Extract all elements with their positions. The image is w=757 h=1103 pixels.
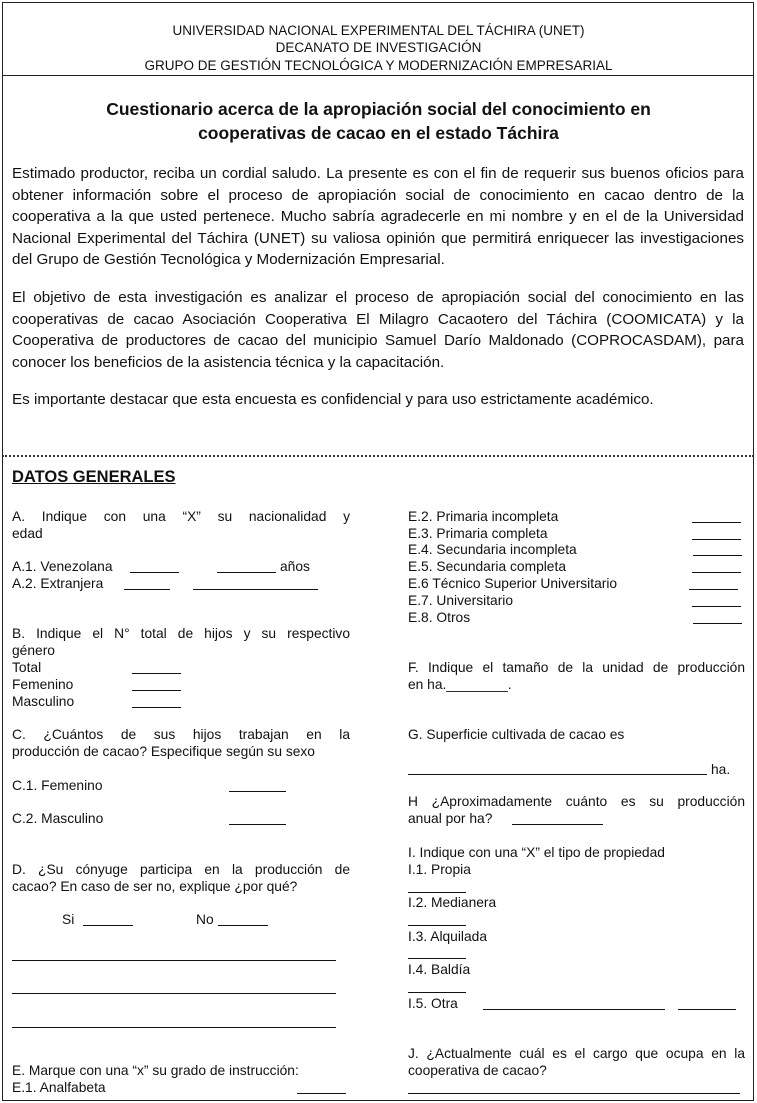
question-b-line1: B. Indique el N° total de hijos y su respectivo	[12, 626, 350, 641]
b-female-blank[interactable]	[132, 690, 181, 691]
e8-blank[interactable]	[693, 623, 742, 624]
i4-label: I.4. Baldía	[408, 962, 471, 977]
a1-nationality-blank[interactable]	[130, 572, 179, 573]
e7-label: E.7. Universitario	[408, 593, 514, 608]
question-j-line2: cooperativa de cacao?	[408, 1063, 547, 1078]
h-production-blank[interactable]	[512, 824, 603, 825]
e5-blank[interactable]	[692, 572, 741, 573]
e4-blank[interactable]	[693, 555, 742, 556]
j-position-blank[interactable]	[408, 1093, 740, 1094]
section-title: DATOS GENERALES	[12, 468, 176, 486]
e2-label: E.2. Primaria incompleta	[408, 509, 559, 524]
d-explanation-line-2[interactable]	[12, 993, 336, 994]
e1-blank[interactable]	[297, 1093, 346, 1094]
e2-blank[interactable]	[692, 522, 741, 523]
c2-label: C.2. Masculino	[12, 811, 104, 826]
doc-title-line1: Cuestionario acerca de la apropiación social del conocimiento en	[106, 99, 651, 119]
d-explanation-line-1[interactable]	[12, 960, 336, 961]
d-no-blank[interactable]	[218, 925, 268, 926]
c2-blank[interactable]	[229, 824, 286, 825]
c1-blank[interactable]	[229, 791, 286, 792]
header-decanato: DECANATO DE INVESTIGACIÓN	[275, 40, 482, 55]
question-i: I. Indique con una “X” el tipo de propiedad	[408, 845, 665, 860]
intro-paragraph-1: Estimado productor, reciba un cordial saludo. La presente es con el fin de requerir sus buenos oficios para obtener información sobre el proceso de apropiación social de conocimiento en cacao dentro de la cooperativa a la que usted pertenece. Mucho sabría agradecerle en mi nombre y en el de la Universidad Nacional Experimental del Táchira (UNET) su valiosa opinión que permitirá enriquecer las investigaciones del Grupo de Gestión Tecnológica y Modernización Empresarial.	[12, 165, 744, 268]
question-j-line1: J. ¿Actualmente cuál es el cargo que ocupa en la	[408, 1046, 745, 1061]
question-c-line1: C. ¿Cuántos de sus hijos trabajan en la	[12, 727, 350, 742]
g-area-blank[interactable]	[408, 774, 707, 775]
header-group: GRUPO DE GESTIÓN TECNOLÓGICA Y MODERNIZACIÓN EMPRESARIAL	[144, 58, 613, 73]
option-a2: A.2. Extranjera	[12, 576, 104, 591]
b-total-label: Total	[12, 660, 42, 675]
question-d-line2: cacao? En caso de ser no, explique ¿por qué?	[12, 879, 298, 894]
b-total-blank[interactable]	[132, 673, 181, 674]
e5-label: E.5. Secundaria completa	[408, 559, 566, 574]
g-unit-label: ha.	[711, 762, 731, 777]
i1-label: I.1. Propia	[408, 862, 471, 877]
option-a1: A.1. Venezolana	[12, 559, 113, 574]
question-d-line1: D. ¿Su cónyuge participa en la producción de	[12, 862, 350, 877]
question-h-line2: anual por ha?	[408, 811, 493, 826]
e6-label: E.6 Técnico Superior Universitario	[408, 576, 618, 591]
question-a-line2: edad	[12, 526, 43, 541]
a2-nationality-blank[interactable]	[124, 589, 170, 590]
e8-label: E.8. Otros	[408, 610, 471, 625]
i4-blank[interactable]	[408, 992, 466, 993]
c1-label: C.1. Femenino	[12, 778, 103, 793]
question-f-line1: F. Indique el tamaño de la unidad de producción	[408, 660, 745, 675]
e3-blank[interactable]	[692, 539, 741, 540]
i3-blank[interactable]	[408, 958, 466, 959]
doc-title-line2: cooperativas de cacao en el estado Táchira	[198, 123, 559, 143]
header-university: UNIVERSIDAD NACIONAL EXPERIMENTAL DEL TÁCHIRA (UNET)	[172, 23, 585, 38]
header-divider	[2, 75, 754, 76]
i5-mark-blank[interactable]	[678, 1009, 736, 1010]
question-a-line1: A. Indique con una “X” su nacionalidad y	[12, 509, 350, 524]
i2-label: I.2. Medianera	[408, 895, 497, 910]
question-g: G. Superficie cultivada de cacao es	[408, 727, 625, 742]
d-yes-blank[interactable]	[83, 925, 133, 926]
d-explanation-line-3[interactable]	[12, 1027, 336, 1028]
e3-label: E.3. Primaria completa	[408, 526, 548, 541]
d-no-label: No	[196, 912, 214, 927]
i3-label: I.3. Alquilada	[408, 929, 488, 944]
b-male-label: Masculino	[12, 694, 75, 709]
e7-blank[interactable]	[692, 606, 741, 607]
e6-blank[interactable]	[689, 589, 738, 590]
d-yes-label: Si	[62, 912, 75, 927]
intro-paragraph-2: El objetivo de esta investigación es analizar el proceso de apropiación social del conocimiento en las cooperativas de cacao Asociación Cooperativa El Milagro Cacaotero del Táchira (COOMICATA) y la Cooperativa de productores de cacao del municipio Samuel Darío Maldonado (COPROCASDAM), para conocer los beneficios de la asistencia técnica y la capacitación.	[12, 289, 744, 371]
question-e: E. Marque con una “x” su grado de instrucción:	[12, 1063, 299, 1078]
i5-label: I.5. Otra	[408, 996, 458, 1011]
i2-blank[interactable]	[408, 925, 466, 926]
i5-specify-blank[interactable]	[483, 1009, 665, 1010]
question-f-line2: en ha.________.	[408, 677, 512, 692]
question-c-line2: producción de cacao? Especifique según su sexo	[12, 744, 315, 759]
a2-age-blank[interactable]	[193, 589, 318, 590]
dotted-separator	[2, 455, 754, 457]
question-b-line2: género	[12, 643, 55, 658]
intro-paragraph-3: Es importante destacar que esta encuesta es confidencial y para uso estrictamente académico.	[12, 391, 654, 408]
b-female-label: Femenino	[12, 677, 74, 692]
b-male-blank[interactable]	[132, 707, 181, 708]
e1-label: E.1. Analfabeta	[12, 1080, 106, 1095]
age-unit-label: años	[280, 559, 310, 574]
a1-age-blank[interactable]	[217, 572, 276, 573]
e4-label: E.4. Secundaria incompleta	[408, 542, 577, 557]
question-h-line1: H ¿Aproximadamente cuánto es su producción	[408, 794, 745, 809]
i1-blank[interactable]	[408, 892, 466, 893]
